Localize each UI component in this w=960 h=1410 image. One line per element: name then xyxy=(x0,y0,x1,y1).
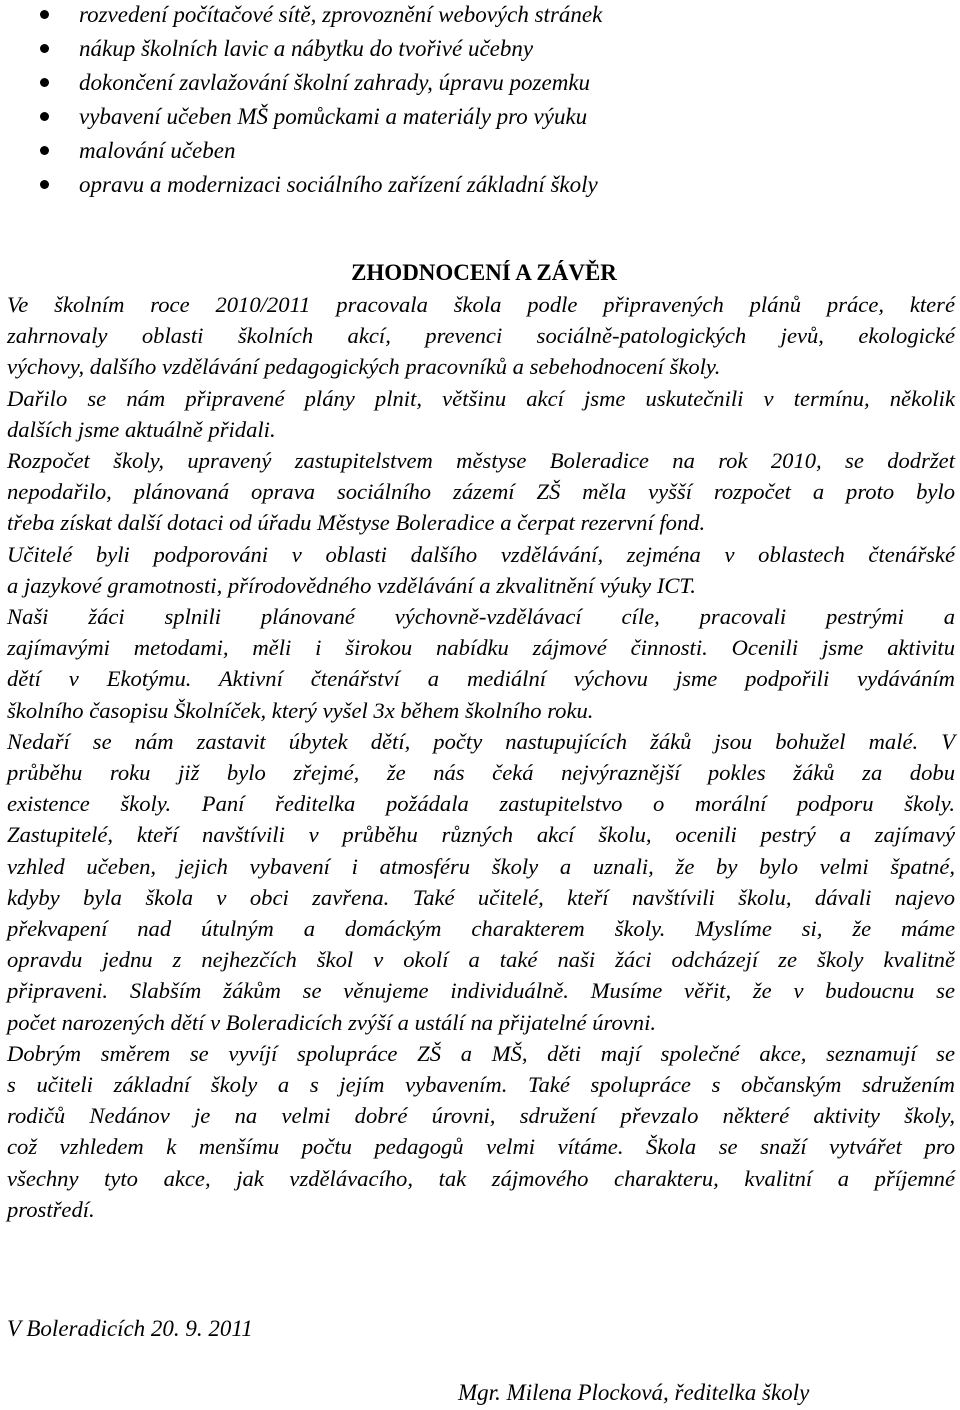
bullet-icon xyxy=(40,180,49,189)
text-line: třeba získat další dotaci od úřadu Městyse Boleradice a čerpat rezervní fond. xyxy=(7,510,706,536)
text-line: zajímavými metodami, měli i širokou nabídku zájmové činnosti. Ocenili jsme aktivitu xyxy=(7,635,955,661)
text-line: výchovy, dalšího vzdělávání pedagogických pracovníků a sebehodnocení školy. xyxy=(7,354,721,380)
text-line: s učiteli základní školy a s jejím vybavením. Také spolupráce s občanským sdružením xyxy=(7,1072,955,1098)
text-line: dalších jsme aktuálně přidali. xyxy=(7,416,276,442)
section-heading: ZHODNOCENÍ A ZÁVĚR xyxy=(351,260,617,285)
text-line: což vzhledem k menšímu počtu pedagogů velmi vítáme. Škola se snaží vytvářet pro xyxy=(7,1134,955,1160)
list-item xyxy=(0,136,602,170)
bullet-icon xyxy=(40,10,49,19)
list-item-text: vybavení učeben MŠ pomůckami a materiály pro výuku xyxy=(79,104,588,129)
text-line: překvapení nad útulným a domáckým charakterem školy. Myslíme si, že máme xyxy=(7,916,955,942)
text-line: dětí v Ekotýmu. Aktivní čtenářství a mediální výchovu jsme podpořili vydáváním xyxy=(7,666,955,692)
text-line: školního časopisu Školníček, který vyšel 3x během školního roku. xyxy=(7,697,594,723)
text-line: opravdu jednu z nejhezčích škol v okolí a také naši žáci odcházejí ze školy kvalitně xyxy=(7,947,955,973)
text-line: Zastupitelé, kteří navštívili v průběhu různých akcí školu, ocenili pestrý a zajímavý xyxy=(7,822,955,848)
text-line: zahrnovaly oblasti školních akcí, prevenci sociálně-patologických jevů, ekologické xyxy=(7,323,955,349)
signature: Mgr. Milena Plocková, ředitelka školy xyxy=(458,1380,810,1405)
text-line: kdyby byla škola v obci zavřena. Také učitelé, kteří navštívili školu, dávali najevo xyxy=(7,884,955,910)
text-line: Ve školním roce 2010/2011 pracovala škola podle připravených plánů práce, které xyxy=(7,292,955,317)
list-item-text: nákup školních lavic a nábytku do tvořivé učebny xyxy=(79,36,534,61)
list-item xyxy=(0,0,602,34)
text-line: Naši žáci splnili plánované výchovně-vzdělávací cíle, pracovali pestrými a xyxy=(7,604,955,630)
list-item-text: dokončení zavlažování školní zahrady, úpravu pozemku xyxy=(79,70,591,95)
bullet-icon xyxy=(40,146,49,155)
text-line: Učitelé byli podporováni v oblasti dalšího vzdělávání, zejména v oblastech čtenářské xyxy=(7,541,955,567)
body-text xyxy=(7,289,955,1225)
list-item-text: rozvedení počítačové sítě, zprovoznění webových stránek xyxy=(79,2,603,27)
bullet-list xyxy=(0,0,602,204)
list-item xyxy=(0,102,602,136)
text-line: prostředí. xyxy=(7,1196,95,1222)
list-item xyxy=(0,170,602,204)
list-item-text: opravu a modernizaci sociálního zařízení základní školy xyxy=(79,172,598,197)
list-item-text: malování učeben xyxy=(79,138,236,163)
list-item xyxy=(0,68,602,102)
list-item xyxy=(0,34,602,68)
text-line: nepodařilo, plánovaná oprava sociálního zázemí ZŠ měla vyšší rozpočet a proto bylo xyxy=(7,479,955,505)
text-line: Dobrým směrem se vyvíjí spolupráce ZŠ a MŠ, děti mají společné akce, seznamují se xyxy=(7,1040,955,1066)
text-line: Dařilo se nám připravené plány plnit, většinu akcí jsme uskutečnili v termínu, několik xyxy=(7,385,955,411)
text-line: připraveni. Slabším žákům se věnujeme individuálně. Musíme věřit, že v budoucnu se xyxy=(7,978,955,1004)
text-line: Nedaří se nám zastavit úbytek dětí, počty nastupujících žáků jsou bohužel malé. V xyxy=(7,728,955,754)
text-line: rodičů Nedánov je na velmi dobré úrovni, sdružení převzalo některé aktivity školy, xyxy=(7,1103,955,1129)
text-line: počet narozených dětí v Boleradicích zvýší a ustálí na přijatelné úrovni. xyxy=(7,1009,657,1035)
place-date: V Boleradicích 20. 9. 2011 xyxy=(7,1316,253,1341)
bullet-icon xyxy=(40,78,49,87)
bullet-icon xyxy=(40,44,49,53)
text-line: vzhled učeben, jejich vybavení i atmosféru školy a uznali, že by bylo velmi špatné, xyxy=(7,853,955,879)
text-line: Rozpočet školy, upravený zastupitelstvem městyse Boleradice na rok 2010, se dodržet xyxy=(7,448,955,474)
text-line: existence školy. Paní ředitelka požádala zastupitelstvo o morální podporu školy. xyxy=(7,791,955,817)
bullet-icon xyxy=(40,112,49,121)
text-line: a jazykové gramotnosti, přírodovědného vzdělávání a zkvalitnění výuky ICT. xyxy=(7,572,696,598)
text-line: průběhu roku již bylo zřejmé, že nás čeká nejvýraznější pokles žáků za dobu xyxy=(7,760,955,786)
text-line: všechny tyto akce, jak vzdělávacího, tak zájmového charakteru, kvalitní a příjemné xyxy=(7,1165,955,1191)
